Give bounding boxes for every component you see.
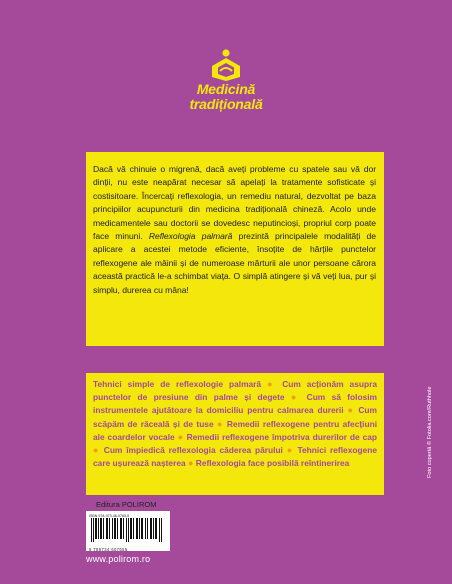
bullet-icon: ● <box>187 458 194 469</box>
topic-item: Cum scăpăm de răceală și de tuse <box>93 405 377 429</box>
topic-item: Cum împiedică reflexologia căderea părului <box>103 445 283 456</box>
topic-item: Remedii reflexogene pentru afecțiuni ale coardelor vocale <box>93 418 378 442</box>
description-text <box>93 163 376 297</box>
barcode-digits: 9 789734 607655 <box>89 547 128 552</box>
bullet-icon: ● <box>93 445 100 456</box>
bullet-icon: ● <box>177 431 184 442</box>
description-panel <box>86 152 384 346</box>
publisher-website[interactable]: www.polirom.ro <box>86 554 151 564</box>
topic-item: Cum acționăm asupra punctelor de presiune din palme și degete <box>93 379 378 403</box>
series-name-line1: Medicină <box>196 81 256 97</box>
bullet-icon: ● <box>347 405 355 416</box>
bullet-icon: ● <box>286 445 294 456</box>
series-name-line2: tradițională <box>189 96 263 112</box>
topics-band <box>86 373 384 495</box>
photo-credit: Foto copertă © Fotolia.com/Ruthhole <box>427 386 433 478</box>
publisher-name: Editura POLIROM <box>96 500 157 509</box>
topic-item: Cum să folosim instrumentele ajutătoare la domiciliu pentru calmarea durerii <box>93 392 377 416</box>
traditional-medicine-emblem-icon <box>209 48 243 82</box>
book-title-italic: Reflexologia palmară <box>148 231 233 242</box>
bullet-icon: ● <box>267 379 277 389</box>
topics-list <box>93 378 377 470</box>
topic-item: Reflexologia face posibilă reîntinerirea <box>195 458 350 469</box>
topic-item: Remedii reflexogene împotriva durerilor de cap <box>186 431 378 442</box>
series-logo <box>0 48 452 112</box>
barcode <box>86 511 170 551</box>
description-part2: prezintă principalele modalități de aplicare a acestei metode eficiente, însoțite de hărțile punctelor reflexogene ale mâinii și de numeroase mărturii ale unor persoane cărora această practică le-a schimbat viața. O simplă atingere și vă veți lua, pur și simplu, durerea cu mâna! <box>93 231 377 295</box>
topic-item: Tehnici simple de reflexologie palmară <box>93 379 262 389</box>
isbn-label: ISBN 978-973-46-0765-5 <box>89 514 130 518</box>
barcode-bars <box>89 518 167 542</box>
bullet-icon: ● <box>290 392 301 403</box>
topic-item: Tehnici reflexogene care ușurează nașterea <box>93 445 378 469</box>
bullet-icon: ● <box>217 418 224 429</box>
description-part1: Dacă vă chinuie o migrenă, dacă aveți probleme cu spatele sau vă dor dinții, nu este neapărat necesar să apelați la tratamente sofisticate și costisitoare. Încercați reflexologia, un remediu natural, dezvoltat pe baza principiilor acupuncturii din medicina tradițională chineză. Acolo unde medicamentele sau doctorii se dovedesc neputincioși, propriul corp poate face minuni. <box>93 164 376 242</box>
